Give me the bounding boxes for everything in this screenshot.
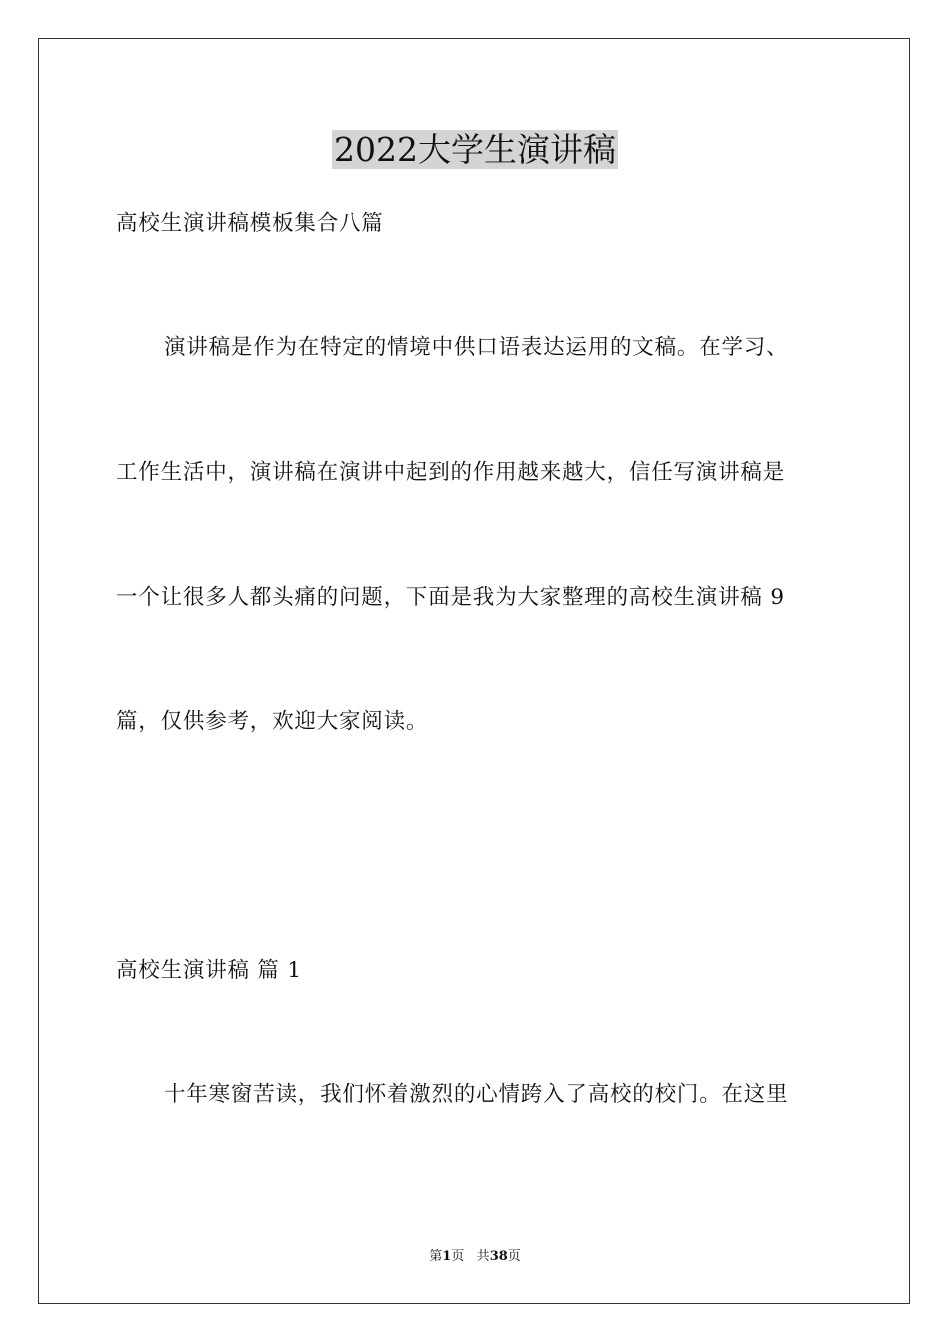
- footer-page-suffix: 页: [451, 1249, 465, 1264]
- footer-page-prefix: 第: [429, 1249, 443, 1264]
- intro-paragraph-line-1: 演讲稿是作为在特定的情境中供口语表达运用的文稿。在学习、: [164, 335, 789, 360]
- intro-paragraph-line-2: 工作生活中，演讲稿在演讲中起到的作用越来越大，信任写演讲稿是: [116, 460, 786, 485]
- footer-total-pages: 38: [489, 1249, 508, 1264]
- footer-total-suffix: 页: [507, 1249, 521, 1264]
- document-title-text: 2022大学生演讲稿: [334, 130, 616, 169]
- section-paragraph-line-1: 十年寒窗苦读，我们怀着激烈的心情跨入了高校的校门。在这里: [164, 1082, 789, 1107]
- footer-total-prefix: 共: [476, 1249, 490, 1264]
- footer-page-number: 1: [442, 1249, 452, 1264]
- intro-paragraph-line-3: 一个让很多人都头痛的问题，下面是我为大家整理的高校生演讲稿 9: [116, 585, 785, 610]
- section-heading: 高校生演讲稿 篇 1: [116, 958, 302, 983]
- document-title: [0, 128, 950, 172]
- document-subtitle: 高校生演讲稿模板集合八篇: [116, 211, 384, 236]
- page-footer: [0, 1248, 950, 1266]
- intro-paragraph-line-4: 篇，仅供参考，欢迎大家阅读。: [116, 709, 429, 734]
